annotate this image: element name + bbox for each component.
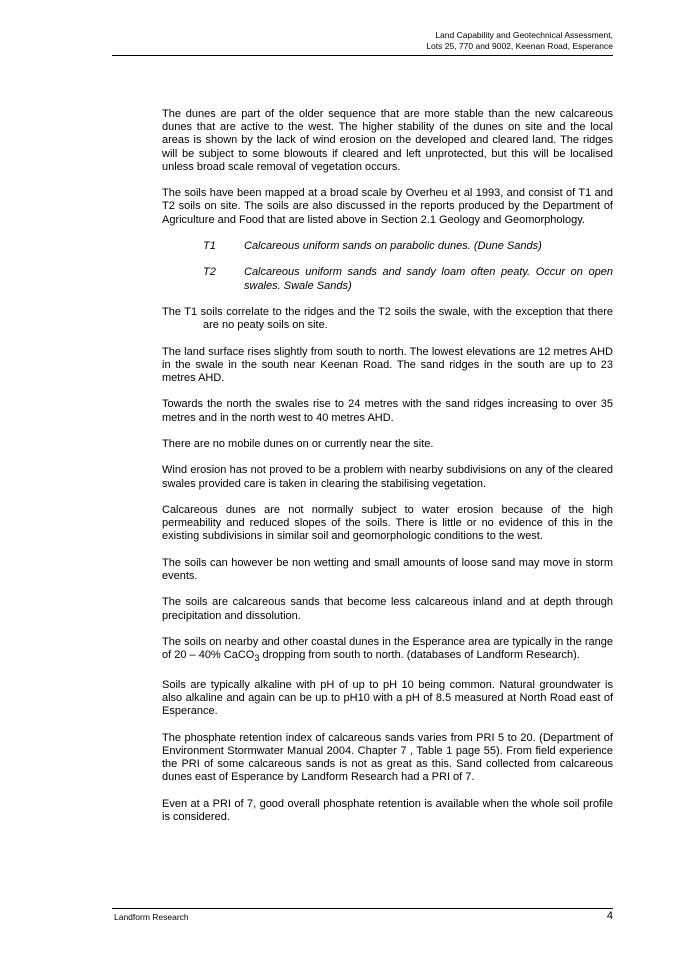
caco3-subscript: 3 (254, 653, 260, 664)
paragraph-non-wetting: The soils can however be non wetting and small amounts of loose sand may move in storm events. (162, 556, 613, 582)
running-header (426, 30, 613, 52)
header-line-2: Lots 25, 770 and 9002, Keenan Road, Esperance (426, 41, 613, 51)
paragraph-dune-stability: The dunes are part of the older sequence that are more stable than the new calcareous dunes that are active to the west. The higher stability of the dunes on site and the local areas is shown by the lack of wind erosion on the developed and cleared land. The ridges will be subject to some blowouts if cleared and left unprotected, but this will be localised unless broad scale removal of vegetation occurs. (162, 108, 613, 173)
paragraph-calcareous-sands: The soils are calcareous sands that become less calcareous inland and at depth through precipitation and dissolution. (162, 596, 613, 622)
paragraph-elevation-south: The land surface rises slightly from south to north. The lowest elevations are 12 metres AHD in the swale in the south near Keenan Road. The sand ridges in the south are up to 23 metres AHD. (162, 345, 613, 384)
paragraph-pri-conclusion: Even at a PRI of 7, good overall phosphate retention is available when the whole soil profile is considered. (162, 797, 613, 823)
paragraph-phosphate-retention: The phosphate retention index of calcareous sands varies from PRI 5 to 20. (Department of Environment Stormwater Manual 2004. Chapter 7 , Table 1 page 55). From field experience the PRI of some calcareous sands is not as great as this. Sand collected from calcareous dunes east of Esperance by Landform Research had a PRI of 7. (162, 731, 613, 784)
paragraph-soil-correlation: The T1 soils correlate to the ridges and the T2 soils the swale, with the exception that there are no peaty soils on site. (162, 305, 613, 332)
paragraph-wind-erosion: Wind erosion has not proved to be a problem with nearby subdivisions on any of the cleared swales provided care is taken in clearing the stabilising vegetation. (162, 464, 613, 490)
header-divider (112, 55, 613, 56)
paragraph-mobile-dunes: There are no mobile dunes on or currently near the site. (162, 437, 434, 450)
soil-unit-description: Calcareous uniform sands on parabolic dunes. (Dune Sands) (244, 240, 542, 252)
soil-unit-code: T2 (203, 266, 216, 279)
footer-divider (112, 908, 613, 909)
page-number: 4 (606, 910, 613, 922)
caco3-text-before: The soils on nearby and other coastal dunes in the Esperance area are typically in the range of 20 – 40% CaCO (162, 635, 613, 662)
paragraph-alkalinity: Soils are typically alkaline with pH of up to pH 10 being common. Natural groundwater is also alkaline and again can be up to pH10 with a pH of 8.5 measured at North Road east of Esperance. (162, 678, 613, 718)
header-line-1: Land Capability and Geotechnical Assessment, (435, 30, 613, 40)
paragraph-soil-mapping: The soils have been mapped at a broad scale by Overheu et al 1993, and consist of T1 and T2 soils on site. The soils are also discussed in the reports produced by the Department of Agriculture and Food that are listed above in Section 2.1 Geology and Geomorphology. (162, 187, 613, 226)
paragraph-water-erosion: Calcareous dunes are not normally subject to water erosion because of the high permeability and reduced slopes of the soils. There is little or no evidence of this in the existing subdivisions in similar soil and geomorphologic conditions to the west. (162, 503, 613, 543)
caco3-text-after: dropping from south to north. (databases of Landform Research). (259, 649, 580, 662)
footer-company: Landform Research (114, 912, 189, 922)
soil-unit-item (162, 266, 613, 292)
body-text (162, 108, 613, 837)
soil-unit-code: T1 (203, 240, 216, 252)
soil-unit-description: Calcareous uniform sands and sandy loam often peaty. Occur on open swales. Swale Sands) (244, 266, 613, 292)
paragraph-caco3-range (162, 636, 613, 666)
soil-unit-item (162, 240, 613, 253)
paragraph-elevation-north: Towards the north the swales rise to 24 metres with the sand ridges increasing to over 35 metres and in the north west to 40 metres AHD. (162, 398, 613, 424)
soil-unit-list (162, 240, 613, 293)
